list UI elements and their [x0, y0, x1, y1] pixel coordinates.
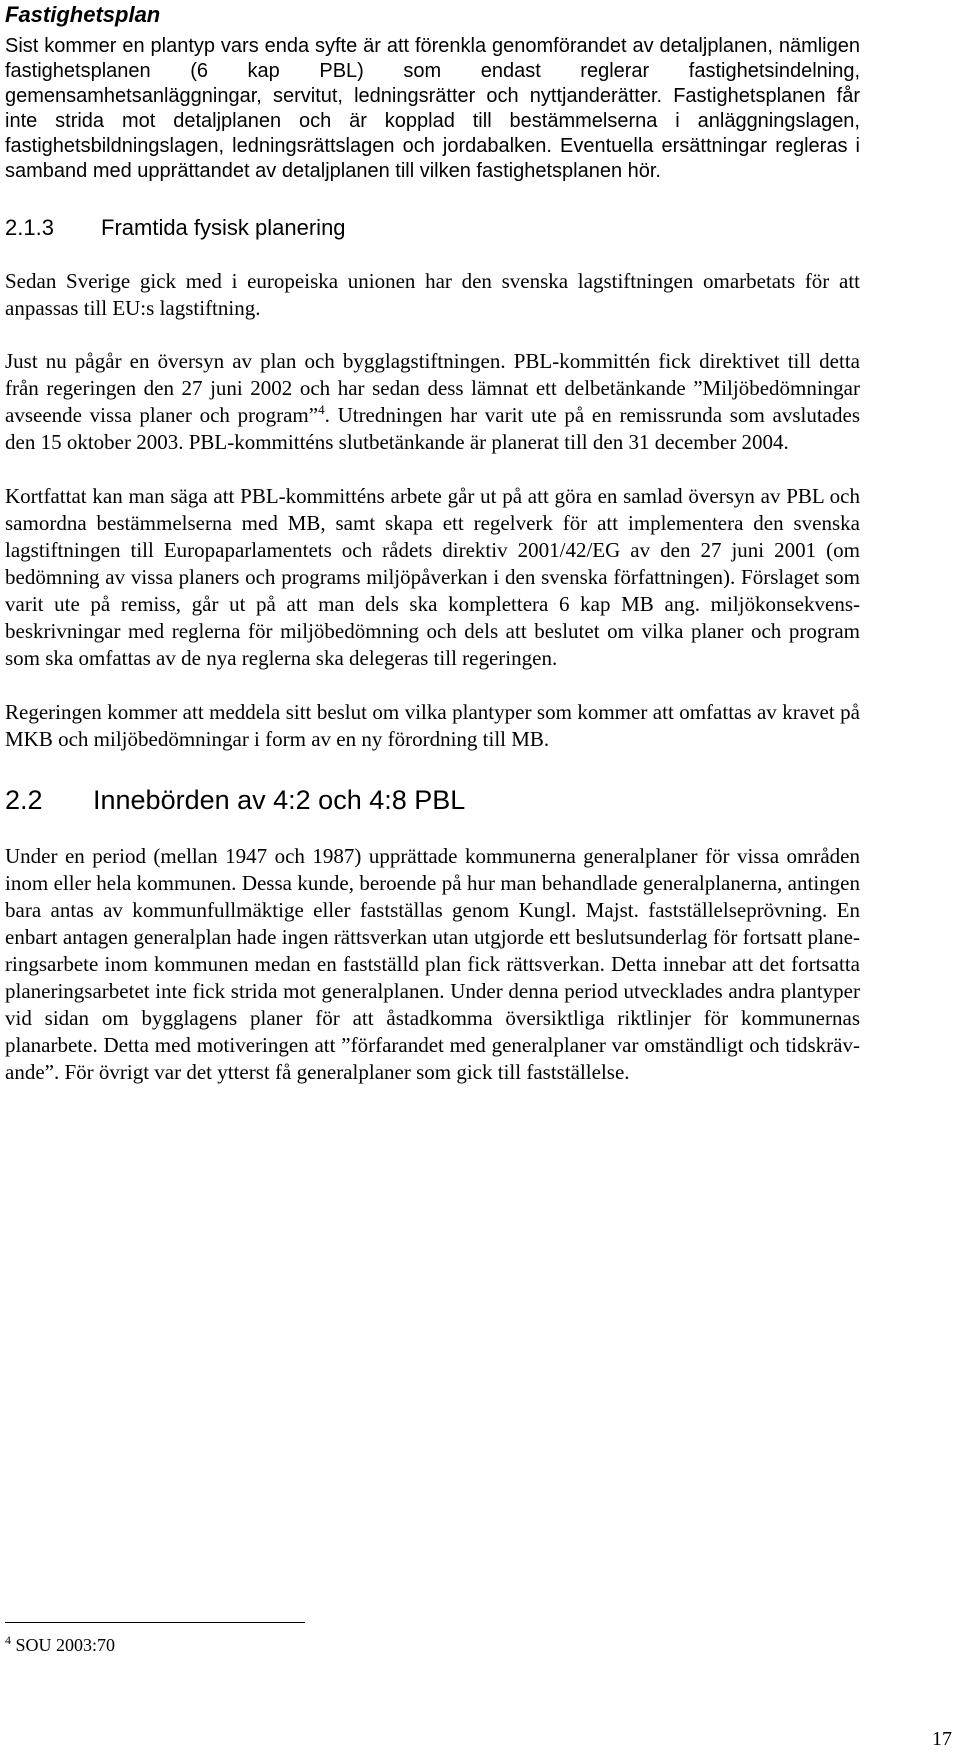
heading-text: Innebörden av 4:2 och 4:8 PBL — [93, 785, 466, 815]
paragraph-text: Just nu pågår en översyn av plan och bygglagstiftningen. PBL-kommittén fick direktivet till detta från regeringen den 27 juni 2002 och har sedan dess lämnat ett delbetänkande ”Miljöbedömningar avseende vissa planer och program” — [5, 349, 860, 427]
heading-2-2 — [5, 783, 860, 817]
section-title-fastighetsplan: Fastighetsplan — [5, 2, 161, 27]
paragraph-fastighetsplan: Sist kommer en plantyp vars enda syfte är att förenkla genomförandet av detaljplanen, nämligen fastighetsplanen (6 kap PBL) som endast reglerar fastighetsindelning, gemensamhetsanläggningar, servitut, ledningsrätter och nyttjanderätter. Fastighetsplanen får inte strida mot detaljplanen och är kopplad till bestämmelserna i anläggningslagen, fastighetsbildningslagen, ledningsrättslagen och jordabalken. Eventuella ersättningar regleras i samband med upprättandet av detaljplanen till vilken fastighetsplanen hör. — [5, 35, 860, 182]
footnote-marker: 4 — [5, 1633, 11, 1647]
footnote — [5, 1634, 115, 1656]
heading-2-1-3 — [5, 214, 860, 242]
paragraph — [5, 348, 860, 456]
heading-text: Framtida fysisk planering — [101, 215, 346, 240]
footnote-reference[interactable]: 4 — [318, 402, 325, 417]
paragraph-text: . Utredningen har varit ute på en remissrunda som avslutades den 15 oktober 2003. PBL-kommitténs slutbetänkande är planerat till den 31 december 2004. — [5, 403, 860, 454]
heading-number: 2.2 — [5, 785, 43, 815]
paragraph: Kortfattat kan man säga att PBL-kommitténs arbete går ut på att göra en samlad översyn av PBL och samordna bestämmelserna med MB, samt skapa ett regelverk för att implementera den svenska lagstiftningen till Europaparlamentets och rådets direktiv 2001/42/EG av den 27 juni 2001 (om bedömning av vissa planers och programs miljöpåverkan i den svenska författningen). Förslaget som varit ute på remiss, går ut på att man dels ska komplettera 6 kap MB ang. miljökonsekvensbeskrivningar med reglerna för miljöbedömning och dels att beslutet om vilka planer och program som ska omfattas av de nya reglerna ska delegeras till regeringen. — [5, 484, 860, 670]
footnote-divider — [5, 1622, 305, 1623]
heading-number: 2.1.3 — [5, 215, 54, 240]
paragraph: Under en period (mellan 1947 och 1987) upprättade kommunerna generalplaner för vissa områden inom eller hela kommunen. Dessa kunde, beroende på hur man behandlade generalplanerna, antingen bara antas av kommunfullmäktige eller fastställas genom Kungl. Majst. fastställelseprövning. En enbart antagen generalplan hade ingen rättsverkan utan utgjorde ett beslutsunderlag för fortsatt planeringsarbete inom kommunen medan en fastställd plan fick rättsverkan. Detta innebar att det fortsatta planeringsarbetet inte fick strida mot generalplanen. Under denna period utvecklades andra plantyper vid sidan om bygglagens planer för att åstadkomma översiktliga riktlinjer för kommunernas planarbete. Detta med motiveringen att ”förfarandet med generalplaner var omständligt och tidskräv-ande”. För övrigt var det ytterst få generalplaner som gick till fastställelse. — [5, 844, 860, 1084]
page-number: 17 — [932, 1728, 952, 1750]
paragraph: Sedan Sverige gick med i europeiska unionen har den svenska lagstiftningen omarbetats för att anpassas till EU:s lagstiftning. — [5, 269, 860, 320]
paragraph: Regeringen kommer att meddela sitt beslut om vilka plantyper som kommer att omfattas av kravet på MKB och miljöbedömningar i form av en ny förordning till MB. — [5, 700, 860, 751]
document-page — [5, 0, 860, 1086]
footnote-text: SOU 2003:70 — [15, 1635, 116, 1655]
